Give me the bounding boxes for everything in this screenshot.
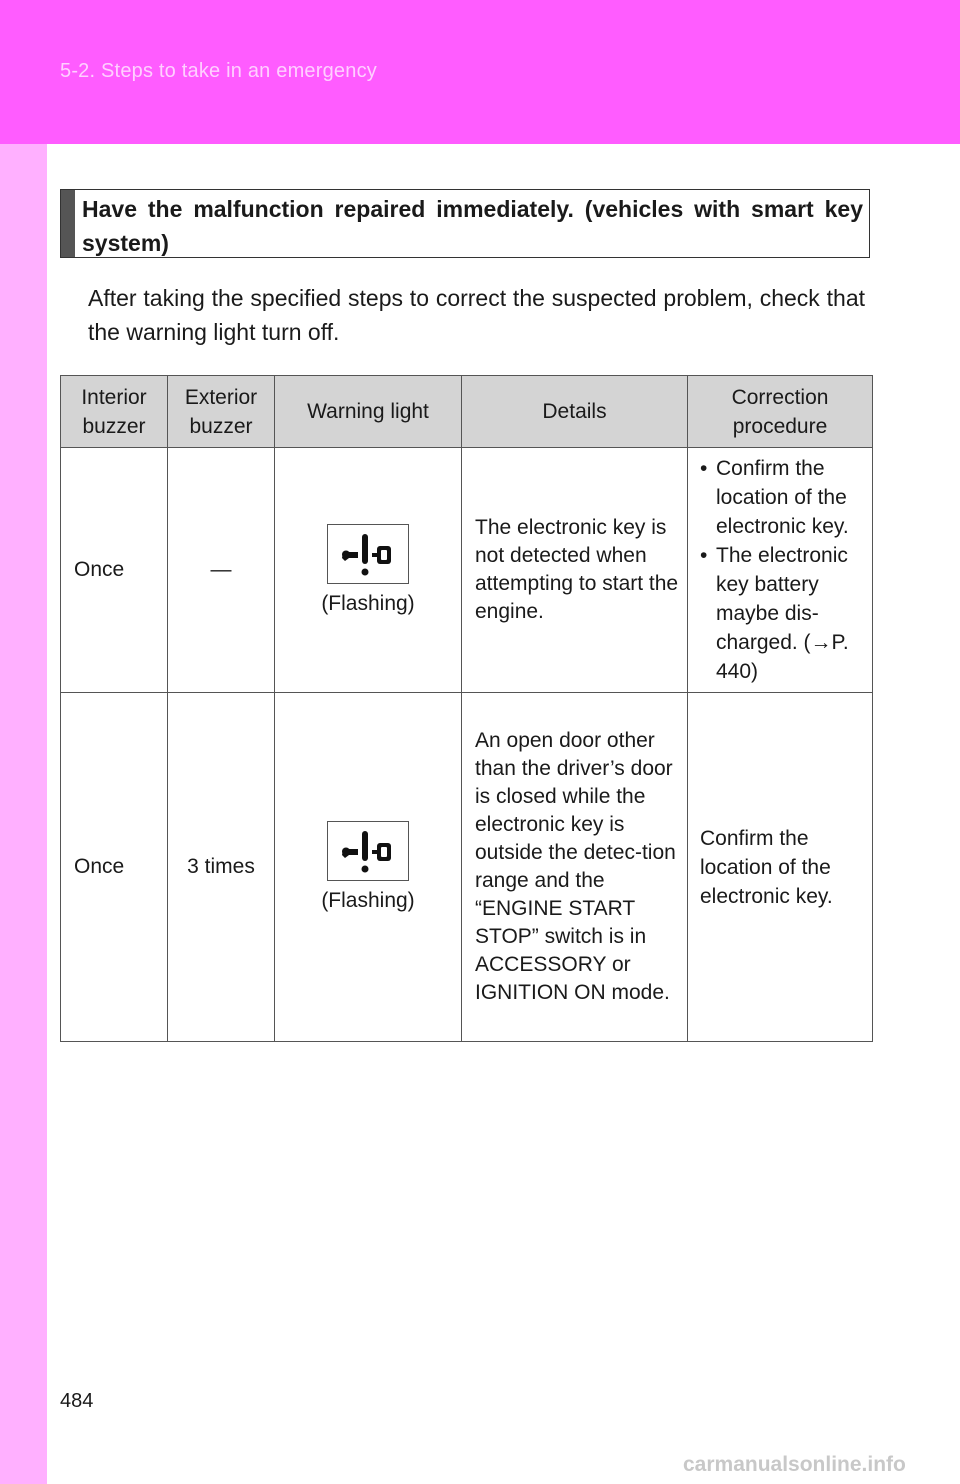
cell-exterior-buzzer: 3 times [168, 693, 275, 1042]
bullet-mark: • [700, 544, 708, 567]
subheading-box [60, 189, 870, 258]
bullet-mark: • [700, 457, 708, 480]
cell-correction-procedure [688, 448, 873, 693]
table-row [61, 693, 873, 1042]
flashing-label: (Flashing) [321, 889, 415, 912]
intro-paragraph: After taking the specified steps to correct the suspected problem, check that the warning light turn off. [88, 285, 865, 345]
cell-warning-light [275, 693, 462, 1042]
header-exterior-buzzer: Exterior buzzer [168, 376, 275, 448]
correction-step: Confirm the location of the electronic key. [716, 457, 849, 538]
header-interior-buzzer: Interior buzzer [61, 376, 168, 448]
section-label: 5-2. Steps to take in an emergency [60, 60, 377, 82]
header-warning-light: Warning light [275, 376, 462, 448]
list-item [700, 454, 868, 541]
table-header-row [61, 376, 873, 448]
smart-key-warning-icon [327, 821, 409, 881]
cell-warning-light [275, 448, 462, 693]
cell-details: The electronic key is not detected when attempting to start the engine. [462, 448, 688, 693]
cell-correction-procedure: Confirm the location of the electronic key. [688, 693, 873, 1042]
side-margin-band [0, 144, 47, 1484]
header-details: Details [462, 376, 688, 448]
top-header-band [0, 0, 960, 144]
flashing-label: (Flashing) [321, 592, 415, 615]
cell-details: An open door other than the driver’s door is closed while the electronic key is outside the detec-tion range and the “ENGINE START STOP” switch is in ACCESSORY or IGNITION ON mode. [462, 693, 688, 1042]
header-correction-procedure: Correction procedure [688, 376, 873, 448]
watermark: carmanualsonline.info [683, 1453, 906, 1476]
smart-key-warning-icon [327, 524, 409, 584]
correction-step: The electronic key battery maybe dis-charged. (→P. 440) [716, 544, 849, 683]
cell-interior-buzzer: Once [61, 693, 168, 1042]
cell-interior-buzzer: Once [61, 448, 168, 693]
warning-table [60, 375, 873, 1042]
cell-exterior-buzzer: — [168, 448, 275, 693]
list-item [700, 541, 868, 686]
subheading-text: Have the malfunction repaired immediately. (vehicles with smart key system) [82, 196, 863, 256]
subheading-bar [61, 190, 75, 257]
table-row [61, 448, 873, 693]
page-number: 484 [60, 1390, 94, 1412]
